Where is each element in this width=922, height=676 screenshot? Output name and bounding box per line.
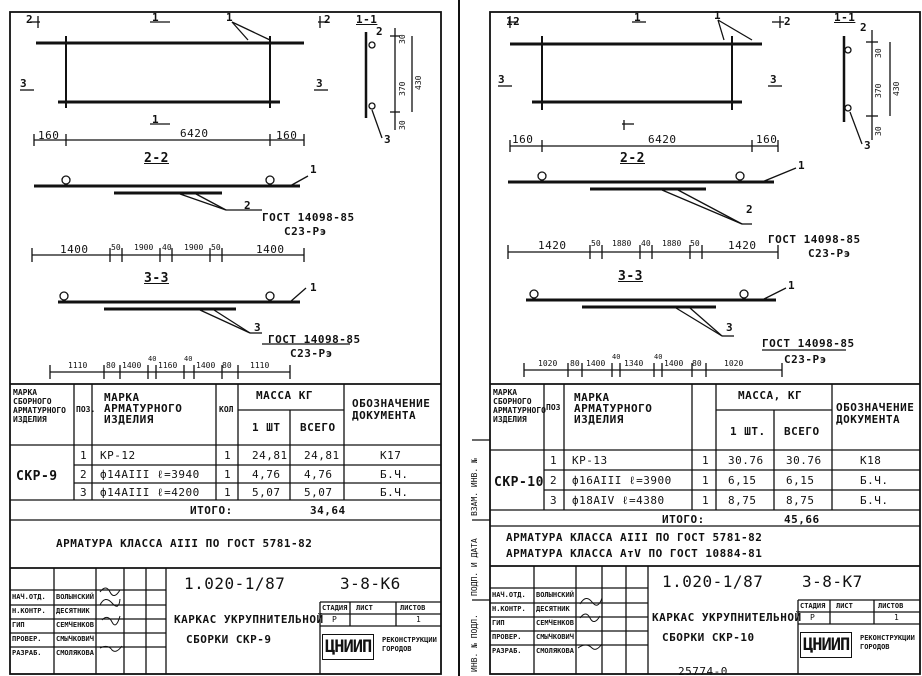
dimension-label: 1110 bbox=[68, 361, 88, 370]
role-name: СМОЛЯКОВА bbox=[56, 649, 94, 657]
role-label: ГИП bbox=[492, 619, 505, 627]
dimension-label: 1420 bbox=[728, 239, 757, 252]
row-mass-all: 4,76 bbox=[304, 468, 333, 481]
sheets-header: ЛИСТОВ bbox=[400, 604, 426, 612]
role-label: ПРОВЕР. bbox=[12, 635, 42, 643]
dimension-label: 370 bbox=[874, 83, 883, 98]
dimension-label: 1160 bbox=[158, 361, 178, 370]
dimension-label: 1400 bbox=[122, 361, 142, 370]
note-line: АРМАТУРА КЛАССА АIII ПО ГОСТ 5781-82 bbox=[506, 531, 763, 544]
footer-fragment: 25774-0 bbox=[678, 665, 728, 676]
dimension-label: 160 bbox=[756, 133, 778, 146]
drawing-sheet-left bbox=[0, 0, 460, 676]
note-line: АРМАТУРА КЛАССА АIII ПО ГОСТ 5781-82 bbox=[56, 537, 313, 550]
section-mark-label: 3 bbox=[770, 73, 778, 86]
sheets-value: 1 bbox=[894, 613, 899, 622]
document-number: 1.020-1/87 bbox=[184, 574, 286, 593]
section-mark-label: 1 bbox=[152, 11, 160, 24]
section-mark-label: 3 bbox=[20, 77, 28, 90]
section-1-1-title: 1-1 bbox=[356, 13, 378, 26]
row-doc: Б.Ч. bbox=[380, 486, 409, 499]
dimension-label: 6420 bbox=[180, 127, 209, 140]
dimension-label: 50 bbox=[111, 243, 121, 252]
callout-label: 1 bbox=[226, 11, 234, 24]
table-header-doc: ОБОЗНАЧЕНИЕ ДОКУМЕНТА bbox=[836, 401, 915, 426]
drawing-title: КАРКАС УКРУПНИТЕЛЬНОЙ bbox=[652, 611, 802, 624]
row-pos: 3 bbox=[550, 494, 558, 507]
section-mark-label: 3 bbox=[316, 77, 324, 90]
gost-reference-sub: С23-Рэ bbox=[290, 347, 333, 360]
table-header-mark: МАРКА СБОРНОГО АРМАТУРНОГО ИЗДЕЛИЯ bbox=[13, 388, 66, 424]
dimension-label: 50 bbox=[591, 239, 601, 248]
row-mass-one: 30.76 bbox=[728, 454, 764, 467]
table-header-pos: ПОЗ. bbox=[76, 405, 96, 414]
table-header-qty: КОЛ bbox=[219, 405, 234, 414]
dimension-label: 1400 bbox=[256, 243, 285, 256]
dimension-label: 30 bbox=[874, 48, 883, 58]
stage-value: Р bbox=[810, 613, 815, 622]
dimension-label: 40 bbox=[162, 243, 172, 252]
dimension-label: 160 bbox=[38, 129, 60, 142]
total-value: 45,66 bbox=[784, 513, 820, 526]
total-value: 34,64 bbox=[310, 504, 346, 517]
row-item: ф18АIV ℓ=4380 bbox=[572, 494, 665, 507]
dimension-label: 1020 bbox=[538, 359, 558, 368]
document-number: 1.020-1/87 bbox=[662, 572, 764, 591]
gost-reference-sub: С23-Рэ bbox=[784, 353, 827, 366]
callout-label: 1 bbox=[714, 9, 722, 22]
sheets-header: ЛИСТОВ bbox=[878, 602, 904, 610]
callout-label: 3 bbox=[254, 321, 262, 334]
table-header-mark: МАРКА СБОРНОГО АРМАТУРНОГО ИЗДЕЛИЯ bbox=[493, 388, 546, 424]
dimension-label: 50 bbox=[211, 243, 221, 252]
note-line: АРМАТУРА КЛАССА АтV ПО ГОСТ 10884-81 bbox=[506, 547, 763, 560]
row-qty: 1 bbox=[702, 494, 710, 507]
dimension-label: 80 bbox=[692, 359, 702, 368]
row-mass-one: 24,81 bbox=[252, 449, 288, 462]
dimension-label: 6420 bbox=[648, 133, 677, 146]
row-qty: 1 bbox=[224, 486, 232, 499]
drawing-title: СБОРКИ СКР-9 bbox=[186, 633, 272, 646]
dimension-label: 160 bbox=[512, 133, 534, 146]
margin-stamp-label: ВЗАМ. ИНВ. № bbox=[470, 458, 479, 516]
row-mass-all: 6,15 bbox=[786, 474, 815, 487]
row-pos: 2 bbox=[80, 468, 88, 481]
row-doc: Б.Ч. bbox=[860, 494, 889, 507]
role-label: Н.КОНТР. bbox=[492, 605, 526, 613]
dimension-label: 1020 bbox=[724, 359, 744, 368]
role-label: РАЗРАБ. bbox=[492, 647, 522, 655]
table-header-pos: ПОЗ bbox=[546, 403, 561, 412]
assembly-mark: СКР-10 bbox=[494, 475, 544, 490]
role-label: НАЧ.ОТД. bbox=[12, 593, 46, 601]
row-item: ф14АIII ℓ=4200 bbox=[100, 486, 200, 499]
dimension-label: 1340 bbox=[624, 359, 644, 368]
role-name: ВОЛЫНСКИЙ bbox=[56, 593, 94, 601]
stage-header: СТАДИЯ bbox=[322, 604, 348, 612]
row-mass-all: 8,75 bbox=[786, 494, 815, 507]
table-header-mass: МАССА, КГ bbox=[738, 389, 803, 402]
row-qty: 1 bbox=[702, 454, 710, 467]
row-item: КР-13 bbox=[572, 454, 608, 467]
callout-label: 1 bbox=[798, 159, 806, 172]
role-label: ПРОВЕР. bbox=[492, 633, 522, 641]
row-qty: 1 bbox=[224, 449, 232, 462]
table-header-item: МАРКА АРМАТУРНОГО ИЗДЕЛИЯ bbox=[574, 391, 653, 426]
row-pos: 2 bbox=[550, 474, 558, 487]
sheet-header: ЛИСТ bbox=[836, 602, 853, 610]
table-header-all: ВСЕГО bbox=[784, 425, 820, 438]
role-name: ДЕСЯТНИК bbox=[536, 605, 570, 613]
callout-label: 1 bbox=[310, 163, 318, 176]
callout-label: 2 bbox=[746, 203, 754, 216]
drawing-sheet-right bbox=[462, 0, 922, 676]
row-doc: К18 bbox=[860, 454, 882, 467]
dimension-label: 80 bbox=[222, 361, 232, 370]
dimension-label: 40 bbox=[641, 239, 651, 248]
role-name: ВОЛЫНСКИЙ bbox=[536, 591, 574, 599]
table-header-mass: МАССА КГ bbox=[256, 389, 313, 402]
stage-header: СТАДИЯ bbox=[800, 602, 826, 610]
margin-stamp-label: ИНВ. № ПОДЛ. bbox=[470, 614, 479, 672]
role-name: СЕМЧЕНКОВ bbox=[56, 621, 94, 629]
dimension-label: 30 bbox=[398, 34, 407, 44]
callout-label: 1 bbox=[788, 279, 796, 292]
sheet-header: ЛИСТ bbox=[356, 604, 373, 612]
sheet-number: 3-8-K6 bbox=[340, 574, 401, 593]
section-mark-label: 1 bbox=[634, 11, 642, 24]
dimension-label: 1400 bbox=[664, 359, 684, 368]
callout-label: 2 bbox=[244, 199, 252, 212]
gost-reference: ГОСТ 14098-85 bbox=[262, 211, 355, 224]
dimension-label: 370 bbox=[398, 81, 407, 96]
callout-label: 2 bbox=[860, 21, 868, 34]
callout-label: 3 bbox=[864, 139, 872, 152]
assembly-mark: СКР-9 bbox=[16, 469, 58, 484]
gost-reference-sub: С23-Рэ bbox=[284, 225, 327, 238]
section-2-2-title: 2-2 bbox=[620, 151, 645, 166]
dimension-label: 30 bbox=[398, 120, 407, 130]
dimension-label: 1420 bbox=[538, 239, 567, 252]
role-label: ГИП bbox=[12, 621, 25, 629]
dimension-label: 80 bbox=[570, 359, 580, 368]
row-qty: 1 bbox=[224, 468, 232, 481]
total-label: ИТОГО: bbox=[662, 513, 705, 526]
row-pos: 3 bbox=[80, 486, 88, 499]
dimension-label: 1880 bbox=[662, 239, 682, 248]
gost-reference: ГОСТ 14098-85 bbox=[268, 333, 361, 346]
row-item: КР-12 bbox=[100, 449, 136, 462]
section-mark-label: 2 bbox=[324, 13, 332, 26]
role-name: СЕМЧЕНКОВ bbox=[536, 619, 574, 627]
dimension-label: 40 bbox=[654, 353, 663, 361]
row-mass-all: 30.76 bbox=[786, 454, 822, 467]
organization-name: РЕКОНСТРУКЦИИ ГОРОДОВ bbox=[382, 636, 437, 653]
dimension-label: 50 bbox=[690, 239, 700, 248]
dimension-label: 1900 bbox=[134, 243, 154, 252]
role-label: НАЧ.ОТД. bbox=[492, 591, 526, 599]
drawing-title: СБОРКИ СКР-10 bbox=[662, 631, 755, 644]
table-header-one: 1 ШТ bbox=[252, 421, 281, 434]
dimension-label: 1880 bbox=[612, 239, 632, 248]
sheet-divider bbox=[458, 0, 460, 676]
section-mark-label: 2 bbox=[26, 13, 34, 26]
dimension-label: 1400 bbox=[586, 359, 606, 368]
table-header-doc: ОБОЗНАЧЕНИЕ ДОКУМЕНТА bbox=[352, 397, 431, 422]
row-pos: 1 bbox=[80, 449, 88, 462]
row-doc: К17 bbox=[380, 449, 402, 462]
row-item: ф16АIII ℓ=3900 bbox=[572, 474, 672, 487]
margin-stamp-label: ПОДП. И ДАТА bbox=[470, 538, 479, 596]
dimension-label: 160 bbox=[276, 129, 298, 142]
table-header-one: 1 ШТ. bbox=[730, 425, 766, 438]
dimension-label: 1400 bbox=[60, 243, 89, 256]
role-name: ДЕСЯТНИК bbox=[56, 607, 90, 615]
total-label: ИТОГО: bbox=[190, 504, 233, 517]
row-mass-one: 8,75 bbox=[728, 494, 757, 507]
dimension-label: 40 bbox=[148, 355, 157, 363]
row-mass-all: 24,81 bbox=[304, 449, 340, 462]
dimension-label: 1900 bbox=[184, 243, 204, 252]
role-name: СМОЛЯКОВА bbox=[536, 647, 574, 655]
dimension-label: 1110 bbox=[250, 361, 270, 370]
row-pos: 1 bbox=[550, 454, 558, 467]
drawing-title: КАРКАС УКРУПНИТЕЛЬНОЙ bbox=[174, 613, 324, 626]
section-1-1-title: 1-1 bbox=[834, 11, 856, 24]
section-3-3-title: 3-3 bbox=[144, 271, 169, 286]
section-mark-label: 1 bbox=[152, 113, 160, 126]
dimension-label: 430 bbox=[414, 75, 423, 90]
section-2-2-title: 2-2 bbox=[144, 151, 169, 166]
section-3-3-title: 3-3 bbox=[618, 269, 643, 284]
callout-label: 3 bbox=[384, 133, 392, 146]
row-item: ф14АIII ℓ=3940 bbox=[100, 468, 200, 481]
dimension-label: 80 bbox=[106, 361, 116, 370]
dimension-label: 40 bbox=[184, 355, 193, 363]
row-mass-all: 5,07 bbox=[304, 486, 333, 499]
role-name: СМЫЧКОВИЧ bbox=[56, 635, 94, 643]
role-name: СМЫЧКОВИЧ bbox=[536, 633, 574, 641]
row-mass-one: 5,07 bbox=[252, 486, 281, 499]
section-mark-label: 2 bbox=[784, 15, 792, 28]
role-label: Н.КОНТР. bbox=[12, 607, 46, 615]
organization-name: РЕКОНСТРУКЦИИ ГОРОДОВ bbox=[860, 634, 915, 651]
sheet-number: 3-8-К7 bbox=[802, 572, 863, 591]
organization-logo: ЦНИИП bbox=[322, 634, 374, 660]
role-label: РАЗРАБ. bbox=[12, 649, 42, 657]
callout-label: 2 bbox=[376, 25, 384, 38]
row-doc: Б.Ч. bbox=[380, 468, 409, 481]
gost-reference: ГОСТ 14098-85 bbox=[762, 337, 855, 350]
row-mass-one: 6,15 bbox=[728, 474, 757, 487]
dimension-label: 430 bbox=[892, 81, 901, 96]
row-qty: 1 bbox=[702, 474, 710, 487]
table-header-all: ВСЕГО bbox=[300, 421, 336, 434]
dimension-label: 40 bbox=[612, 353, 621, 361]
gost-reference: ГОСТ 14098-85 bbox=[768, 233, 861, 246]
section-mark-label: 3 bbox=[498, 73, 506, 86]
gost-reference-sub: С23-Рэ bbox=[808, 247, 851, 260]
organization-logo: ЦНИИП bbox=[800, 632, 852, 658]
sheets-value: 1 bbox=[416, 615, 421, 624]
callout-label: 3 bbox=[726, 321, 734, 334]
dimension-label: 1400 bbox=[196, 361, 216, 370]
stage-value: Р bbox=[332, 615, 337, 624]
dimension-label: 30 bbox=[874, 126, 883, 136]
row-doc: Б.Ч. bbox=[860, 474, 889, 487]
row-mass-one: 4,76 bbox=[252, 468, 281, 481]
callout-label: 1 bbox=[310, 281, 318, 294]
table-header-item: МАРКА АРМАТУРНОГО ИЗДЕЛИЯ bbox=[104, 391, 183, 426]
section-mark-label: 12 bbox=[506, 15, 521, 28]
